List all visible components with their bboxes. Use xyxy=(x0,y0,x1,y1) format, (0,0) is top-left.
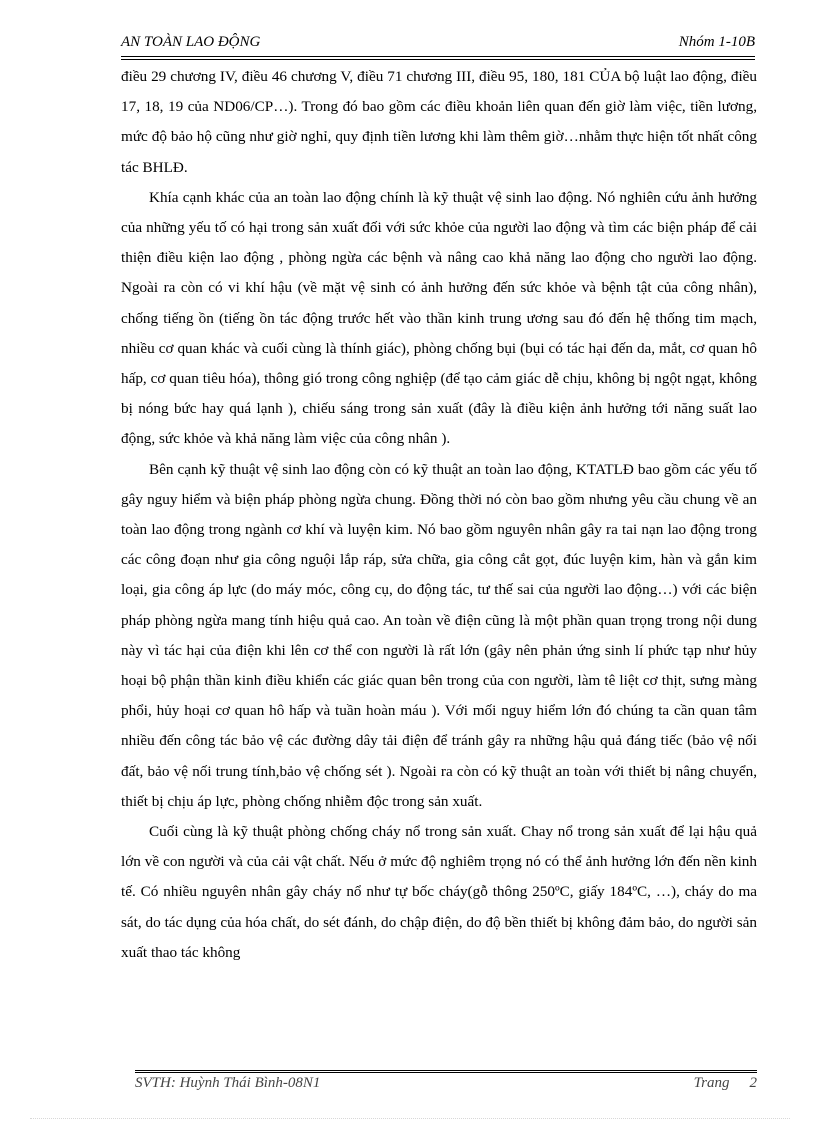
paragraph: Bên cạnh kỹ thuật vệ sinh lao động còn có kỹ thuật an toàn lao động, KTATLĐ bao gồm các yếu tố gây nguy hiểm và biện pháp phòng ngừa chung. Đồng thời nó còn bao gồm nhưng yêu cầu chung về an toàn lao động trong ngành cơ khí và luyện kim. Nó bao gồm nguyên nhân gây ra tai nạn lao động trong các công đoạn như gia công nguội lắp ráp, sửa chữa, gia công cắt gọt, đúc luyện kim, hàn và gắn kim loại, gia công áp lực (do máy móc, công cụ, do động tác, tư thế sai của người lao động…) với các biện pháp phòng ngừa mang tính hiệu quả cao. An toàn về điện cũng là một phần quan trọng trong nội dung này vì tác hại của điện khi lên cơ thể con người là rất lớn (gây nên phản ứng sinh lí phức tạp như hủy hoại bộ phận thần kinh điều khiển các giác quan bên trong của con người, làm tê liệt cơ thịt, sưng màng phổi, hủy hoại cơ quan hô hấp và tuần hoàn máu ). Với mối nguy hiểm lớn đó chúng ta cần quan tâm nhiều đến công tác bảo vệ các đường dây tải điện để tránh gây ra những hậu quả đáng tiếc (bảo vệ nối đất, bảo vệ nối trung tính,bảo vệ chống sét ). Ngoài ra còn có kỹ thuật an toàn với thiết bị nâng chuyển, thiết bị chịu áp lực, phòng chống nhiễm độc trong sản xuất. xyxy=(121,460,757,810)
header-title: AN TOÀN LAO ĐỘNG xyxy=(121,34,261,50)
page-bottom-divider xyxy=(30,1118,790,1119)
body-text xyxy=(121,62,757,968)
footer-page-label: Trang xyxy=(693,1075,730,1091)
footer-page xyxy=(694,1075,757,1092)
page-footer xyxy=(135,1070,757,1094)
footer-author: SVTH: Huỳnh Thái Bình-08N1 xyxy=(135,1075,321,1091)
paragraph: Khía cạnh khác của an toàn lao động chính là kỹ thuật vệ sinh lao động. Nó nghiên cứu ảnh hưởng của những yếu tố có hại trong sản xuất đối với sức khỏe của người lao động và tìm các biện pháp để cải thiện điều kiện lao động , phòng ngừa các bệnh và nâng cao khả năng lao động cho người lao động. Ngoài ra còn có vi khí hậu (về mặt vệ sinh có ảnh hưởng đến sức khỏe và bệnh tật của công nhân), chống tiếng ồn (tiếng ồn tác động trước hết vào thần kinh trung ương sau đó đến hệ thống tim mạch, nhiều cơ quan khác và cuối cùng là thính giác), phòng chống bụi (bụi có tác hại đến da, mắt, cơ quan hô hấp, cơ quan tiêu hóa), thông gió trong công nghiệp (để tạo cảm giác dễ chịu, không bị ngột ngạt, không bị nóng bức hay quá lạnh ), chiếu sáng trong sản xuất (đây là điều kiện ảnh hưởng tới năng suất lao động, sức khỏe và khả năng làm việc của công nhân ). xyxy=(121,188,757,448)
page-header xyxy=(121,34,755,60)
footer-page-number: 2 xyxy=(749,1075,757,1091)
header-group: Nhóm 1-10B xyxy=(678,34,755,50)
paragraph: điều 29 chương IV, điều 46 chương V, điều 71 chương III, điều 95, 180, 181 CỦA bộ luật lao động, điều 17, 18, 19 của ND06/CP…). Trong đó bao gồm các điều khoản liên quan đến giờ làm việc, tiền lương, mức độ bảo hộ cũng như giờ nghỉ, quy định tiền lương khi làm thêm giờ…nhằm thực hiện tốt nhất công tác BHLĐ. xyxy=(121,68,757,176)
paragraph: Cuối cùng là kỹ thuật phòng chống cháy nổ trong sản xuất. Chay nổ trong sản xuất để lại hậu quả lớn về con người và của cải vật chất. Nếu ở mức độ nghiêm trọng nó có thể ảnh hưởng lớn đến nền kinh tế. Có nhiều nguyên nhân gây cháy nổ như tự bốc cháy(gỗ thông 250ºC, giấy 184ºC, …), cháy do ma sát, do tác dụng của hóa chất, do sét đánh, do chập điện, do độ bền thiết bị không đảm bảo, do người sản xuất thao tác không xyxy=(121,823,757,961)
